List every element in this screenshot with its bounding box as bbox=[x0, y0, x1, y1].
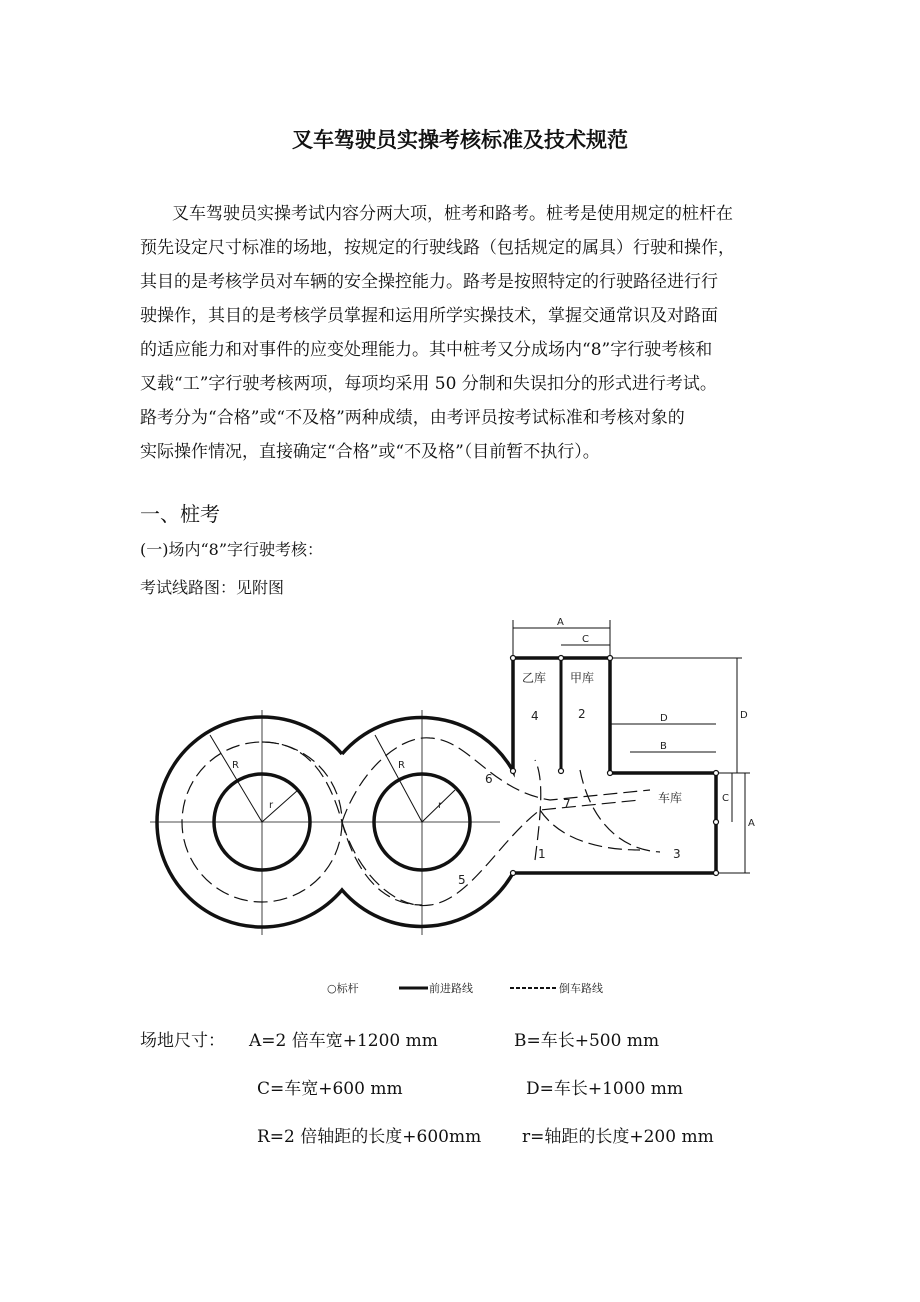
pole-markers bbox=[511, 656, 719, 876]
paragraph-line: 的适应能力和对事件的应变处理能力。其中桩考又分成场内“8”字行驶考核和 bbox=[140, 340, 713, 360]
garage-label-main: 车库 bbox=[658, 791, 683, 805]
dim-label-a-vertical: A bbox=[748, 818, 755, 829]
diagram-legend bbox=[327, 981, 603, 995]
route-label: 考试线路图：见附图 bbox=[140, 578, 285, 597]
paragraph-line: 叉载“工”字行驶考核两项，每项均采用 50 分制和失误扣分的形式进行考试。 bbox=[140, 374, 717, 394]
legend-pole: ○标杆 bbox=[327, 982, 359, 995]
paragraph-line: 预先设定尺寸标准的场地，按规定的行驶线路（包括规定的属具）行驶和操作， bbox=[140, 238, 735, 258]
legend-forward: 前进路线 bbox=[429, 982, 473, 995]
outer-boundary bbox=[157, 658, 716, 927]
dim-label-a: A bbox=[557, 617, 564, 628]
dimension-r-small: r=轴距的长度+200 mm bbox=[522, 1127, 714, 1147]
garage-label-jia: 甲库 bbox=[570, 671, 595, 685]
dim-label-d-vertical: D bbox=[740, 710, 748, 721]
garage-label-yi: 乙库 bbox=[522, 671, 547, 685]
dimension-r-large: R=2 倍轴距的长度+600mm bbox=[257, 1127, 482, 1147]
paragraph-line: 实际操作情况，直接确定“合格”或“不及格”（目前暂不执行）。 bbox=[140, 442, 600, 462]
paragraph-line: 其目的是考核学员对车辆的安全操控能力。路考是按照特定的行驶路径进行行 bbox=[140, 272, 718, 292]
center-lines bbox=[150, 710, 500, 935]
radius-label: r bbox=[269, 800, 274, 811]
paragraph-line: 路考分为“合格”或“不及格”两种成绩，由考评员按考试标准和考核对象的 bbox=[140, 408, 685, 428]
route-number: 6 bbox=[485, 772, 493, 786]
document-title: 叉车驾驶员实操考核标准及技术规范 bbox=[292, 127, 628, 152]
paragraph-line: 驶操作，其目的是考核学员掌握和运用所学实操技术，掌握交通常识及对路面 bbox=[140, 306, 718, 326]
dimension-lines bbox=[210, 620, 750, 873]
radius-label: r bbox=[438, 800, 443, 811]
route-number: 2 bbox=[578, 707, 586, 721]
dim-label-d: D bbox=[660, 713, 668, 724]
radius-label: R bbox=[398, 760, 405, 771]
route-number: 3 bbox=[673, 847, 681, 861]
radius-label: R bbox=[232, 760, 239, 771]
dimension-a: A=2 倍车宽+1200 mm bbox=[249, 1031, 438, 1051]
dimension-c: C=车宽+600 mm bbox=[257, 1079, 403, 1099]
paragraph-line: 叉车驾驶员实操考试内容分两大项，桩考和路考。桩考是使用规定的桩杆在 bbox=[172, 204, 733, 224]
dim-label-c-vertical: C bbox=[722, 793, 729, 804]
route-number: 7 bbox=[563, 797, 571, 811]
section-heading: 一、桩考 bbox=[140, 502, 220, 526]
subsection-heading: (一)场内“8”字行驶考核： bbox=[140, 540, 324, 559]
dimension-d: D=车长+1000 mm bbox=[526, 1079, 684, 1099]
route-number: 5 bbox=[458, 873, 466, 887]
dimensions-label: 场地尺寸： bbox=[140, 1031, 225, 1051]
route-number: 4 bbox=[531, 709, 539, 723]
dimension-b: B=车长+500 mm bbox=[514, 1031, 660, 1051]
dim-label-b: B bbox=[660, 741, 667, 752]
route-number: 1 bbox=[538, 847, 546, 861]
legend-reverse: 倒车路线 bbox=[559, 982, 603, 995]
dim-label-c: C bbox=[582, 634, 589, 645]
